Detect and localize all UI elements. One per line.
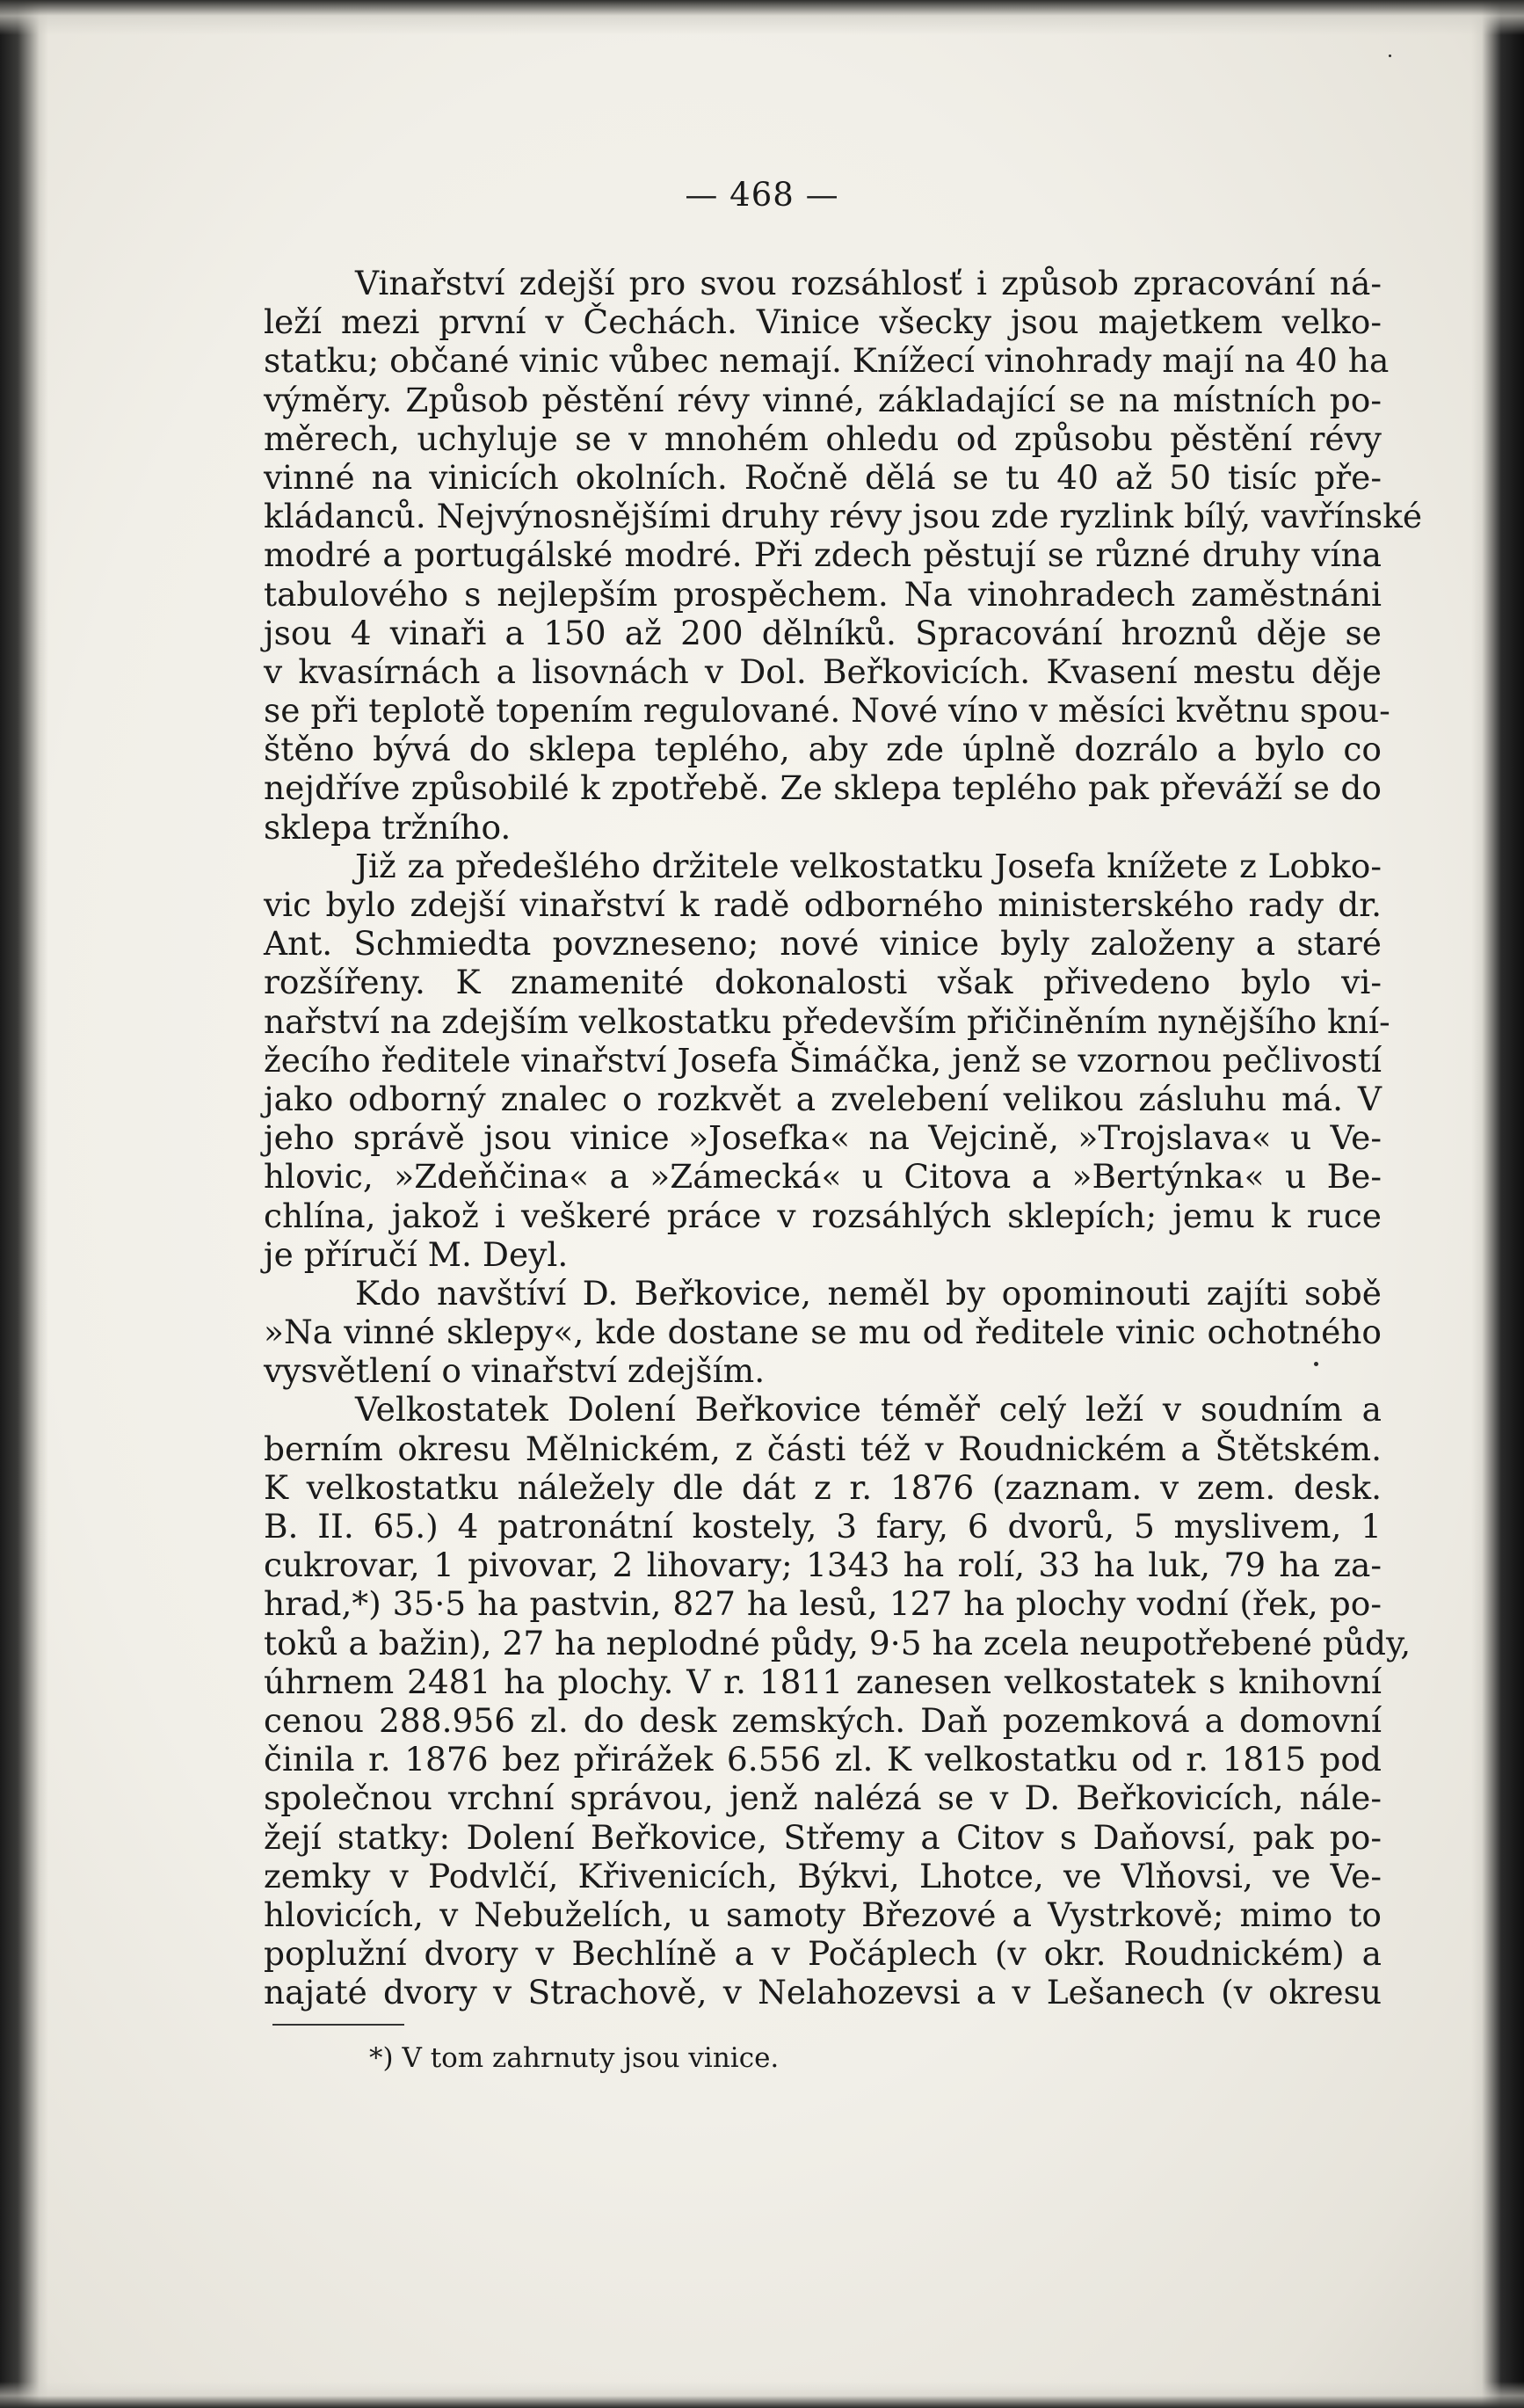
page-edge-bottom-shadow: [0, 2382, 1524, 2408]
text-line: statku; občané vinic vůbec nemají. Knížecí vinohrady mají na 40 ha: [264, 341, 1390, 381]
text-line: nejdříve způsobilé k zpotřebě. Ze sklepa teplého pak převáží se do: [264, 768, 1382, 808]
text-line: leží mezi první v Čechách. Vinice všecky jsou majetkem velko-: [264, 302, 1382, 342]
text-line: Velkostatek Dolení Beřkovice téměř celý leží v soudním a: [355, 1390, 1382, 1430]
text-line: rozšířeny. K znamenité dokonalosti však přivedeno bylo vi-: [264, 963, 1382, 1002]
text-line: jako odborný znalec o rozkvět a zvelebení velikou zásluhu má. V: [264, 1079, 1382, 1118]
page-number: — 468 —: [685, 176, 839, 214]
text-line: cukrovar, 1 pivovar, 2 lihovary; 1343 ha rolí, 33 ha luk, 79 ha za-: [264, 1546, 1382, 1585]
text-line: hlovicích, v Nebuželích, u samoty Březové a Vystrkově; mimo to: [264, 1895, 1382, 1934]
text-line: berním okresu Mělnickém, z části též v Roudnickém a Štětském.: [264, 1429, 1382, 1468]
footnote: *) V tom zahrnuty jsou vinice.: [369, 2042, 780, 2074]
text-line: Kdo navštíví D. Beřkovice, neměl by opominouti zajíti sobě: [355, 1273, 1382, 1313]
text-line: vysvětlení o vinařství zdejším.: [264, 1351, 766, 1391]
text-line: žejí statky: Dolení Beřkovice, Střemy a Citov s Daňovsí, pak po-: [264, 1817, 1382, 1857]
text-line: toků a bažin), 27 ha neplodné půdy, 9·5 ha zcela neupotřebené půdy,: [264, 1623, 1412, 1662]
text-line: vic bylo zdejší vinařství k radě odborného ministerského rady dr.: [264, 885, 1382, 924]
text-line: hrad,*) 35·5 ha pastvin, 827 ha lesů, 127 ha plochy vodní (řek, po-: [264, 1584, 1382, 1624]
text-line: žecího ředitele vinařství Josefa Šimáčka, jenž se vzornou pečlivostí: [264, 1040, 1382, 1080]
text-line: štěno bývá do sklepa teplého, aby zde úplně dozrálo a bylo co: [264, 730, 1382, 769]
text-line: vinné na vinicích okolních. Ročně dělá se tu 40 až 50 tisíc pře-: [264, 457, 1382, 497]
text-line: chlína, jakož i veškeré práce v rozsáhlých sklepích; jemu k ruce: [264, 1196, 1382, 1235]
text-line: je příručí M. Deyl.: [264, 1234, 569, 1274]
text-line: Ant. Schmiedta povzneseno; nové vinice byly založeny a staré: [264, 924, 1382, 964]
text-line: sklepa tržního.: [264, 807, 512, 847]
text-line: poplužní dvory v Bechlíně a v Počáplech (v okr. Roudnickém) a: [264, 1934, 1382, 1974]
text-line: společnou vrchní správou, jenž nalézá se v D. Beřkovicích, nále-: [264, 1779, 1382, 1818]
footnote-rule: [272, 2024, 404, 2026]
text-line: úhrnem 2481 ha plochy. V r. 1811 zanesen velkostatek s knihovní: [264, 1662, 1382, 1701]
text-line: hlovic, »Zdeňčina« a »Zámecká« u Citova a »Bertýnka« u Be-: [264, 1157, 1382, 1197]
text-line: jsou 4 vinaři a 150 až 200 dělníků. Spracování hroznů děje se: [264, 613, 1382, 652]
text-line: zemky v Podvlčí, Křivenicích, Býkvi, Lhotce, ve Vlňovsi, ve Ve-: [264, 1856, 1382, 1895]
text-line: výměry. Způsob pěstění révy vinné, základající se na místních po-: [264, 380, 1382, 419]
page-edge-right-shadow: [1471, 0, 1524, 2408]
text-line: tabulového s nejlepším prospěchem. Na vinohradech zaměstnáni: [264, 574, 1382, 614]
text-line: najaté dvory v Strachově, v Nelahozevsi a v Lešanech (v okresu: [264, 1973, 1382, 2012]
text-line: modré a portugálské modré. Při zdech pěstují se různé druhy vína: [264, 535, 1382, 575]
text-line: Již za předešlého držitele velkostatku Josefa knížete z Lobko-: [355, 846, 1382, 885]
body-text: [264, 264, 1423, 2012]
page-edge-left-shadow: [0, 0, 48, 2408]
ink-speck: [1389, 55, 1391, 57]
text-line: K velkostatku náležely dle dát z r. 1876 (zaznam. v zem. desk.: [264, 1467, 1382, 1507]
page-edge-top-shadow: [0, 0, 1524, 35]
text-line: B. II. 65.) 4 patronátní kostely, 3 fary, 6 dvorů, 5 myslivem, 1: [264, 1507, 1382, 1546]
text-line: v kvasírnách a lisovnách v Dol. Beřkovicích. Kvasení mestu děje: [264, 651, 1382, 691]
text-line: kládanců. Nejvýnosnějšími druhy révy jsou zde ryzlink bílý, vavřínské: [264, 497, 1423, 536]
text-line: jeho správě jsou vinice »Josefka« na Vejcině, »Trojslava« u Ve-: [264, 1118, 1382, 1158]
text-line: měrech, uchyluje se v mnohém ohledu od způsobu pěstění révy: [264, 418, 1382, 458]
text-line: cenou 288.956 zl. do desk zemských. Daň pozemková a domovní: [264, 1700, 1382, 1740]
text-line: se při teplotě topením regulované. Nové víno v měsíci květnu spou-: [264, 691, 1390, 731]
text-line: »Na vinné sklepy«, kde dostane se mu od ředitele vinic ochotného: [264, 1313, 1382, 1352]
text-line: Vinařství zdejší pro svou rozsáhlosť i způsob zpracování ná-: [355, 264, 1382, 302]
text-line: činila r. 1876 bez přirážek 6.556 zl. K velkostatku od r. 1815 pod: [264, 1740, 1382, 1779]
text-line: nařství na zdejším velkostatku především přičiněním nynějšího kní-: [264, 1001, 1390, 1041]
